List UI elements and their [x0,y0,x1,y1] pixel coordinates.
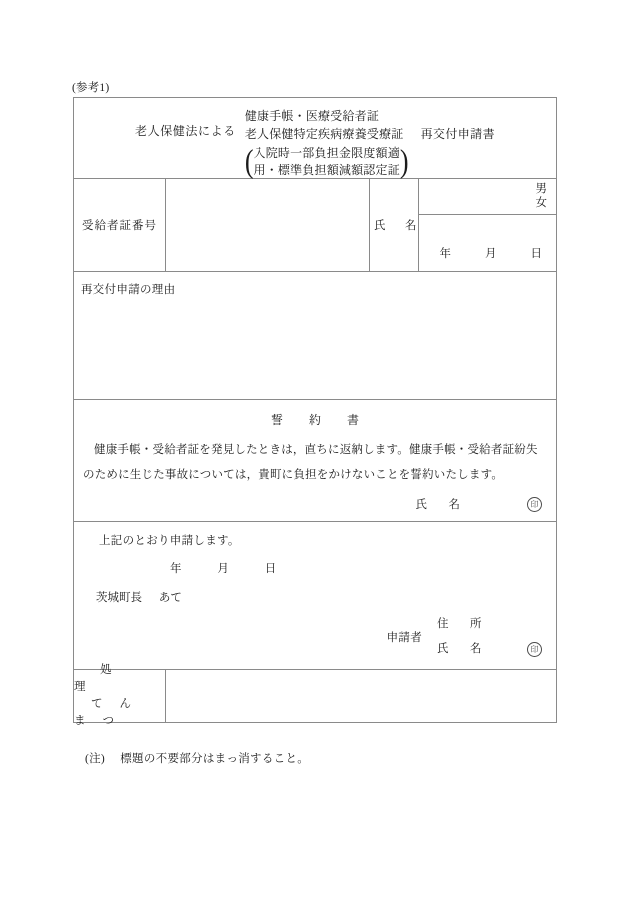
footer-note-mark: (注) [85,753,106,765]
birthdate-day-label: 日 [530,248,542,260]
pledge-body-line-2: のために生じた事故については，貴町に負担をかけないことを誓約いたします。 [83,469,504,481]
processing-label-line-1: 処理 [74,664,138,693]
pledge-signature-row[interactable] [411,496,543,512]
title-bracket-line-1: 入院時一部負担金限度額適 [253,146,400,160]
addressee-line [96,589,182,605]
application-statement: 上記のとおり申請します。 [99,535,240,547]
reason-row [74,272,557,400]
footer-note-text: 標題の不要部分はまっ消すること。 [120,753,310,765]
recipient-number-label-cell [74,179,166,272]
application-cell [74,522,557,670]
footer-note [85,750,309,766]
title-bracketed-option [245,144,409,180]
application-month-label: 月 [217,563,229,575]
sex-field[interactable] [419,179,556,215]
recipient-name-label-cell [370,179,419,272]
pledge-title: 誓約書 [270,413,385,427]
applicant-block [387,612,542,662]
pledge-body-line-1: 健康手帳・受給者証を発見したときは，直ちに返納します。健康手帳・受給者証紛失 [94,444,538,456]
reference-label: (参考1) [72,82,110,94]
pledge-name-label: 氏 名 [415,499,465,511]
applicant-address-row[interactable] [432,612,542,637]
title-certificate-line-1: 健康手帳・医療受給者証 [244,109,380,123]
recipient-name-label: 氏 名 [374,220,421,232]
recipient-number-label: 受給者証番号 [82,220,157,232]
processing-row [74,670,557,723]
processing-label-line-2: てんまつ [74,698,148,727]
sex-male-option[interactable]: 男 [535,183,547,195]
processing-label-cell [74,664,166,727]
processing-input-area[interactable] [166,670,557,723]
title-suffix: 再交付申請書 [420,127,495,141]
bracket-open-icon: ( [244,143,254,180]
applicant-seal-stamp-icon: 印 [527,642,542,657]
sex-and-birthdate-cell [419,179,557,272]
birthdate-year-label: 年 [439,248,451,260]
applicant-name-label: 氏 名 [437,643,487,655]
addressee-suffix: あて [158,592,182,604]
title-row [74,98,557,179]
application-day-label: 日 [264,563,277,575]
title-bracket-line-2: 用・標準負担額減額認定証 [253,163,400,177]
applicant-name-row[interactable] [432,637,542,662]
application-year-label: 年 [170,563,182,575]
birthdate-field[interactable] [419,215,556,271]
form-title-cell [74,98,557,179]
title-law-prefix: 老人保健法による [135,124,236,138]
reason-input-area[interactable] [74,272,557,400]
birthdate-month-label: 月 [485,248,497,260]
sex-female-option[interactable]: 女 [535,197,547,209]
addressee-name: 茨城町長 [96,592,142,604]
recipient-row [74,179,557,272]
applicant-label: 申請者 [386,632,422,644]
application-row [74,522,557,670]
application-date-field[interactable] [170,560,276,576]
bracket-close-icon: ) [399,143,409,180]
applicant-address-label: 住 所 [437,618,487,630]
recipient-number-input[interactable] [166,179,370,272]
application-form-table [73,97,557,727]
reason-label: 再交付申請の理由 [81,284,176,296]
pledge-body [83,438,547,488]
pledge-cell [74,400,557,522]
seal-stamp-icon: 印 [527,497,542,512]
pledge-row [74,400,557,522]
title-certificate-line-2: 老人保健特定疾病療養受療証 [244,127,404,141]
